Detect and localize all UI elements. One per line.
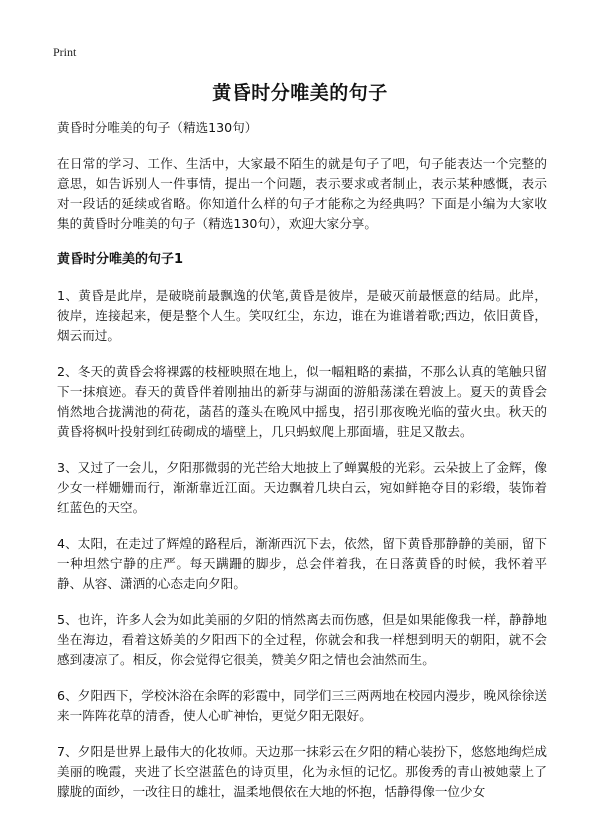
paragraph-5: 5、也许，许多人会为如此美丽的夕阳的悄然离去而伤感，但是如果能像我一样，静静地坐在海边，看着这娇美的夕阳西下的全过程，你就会和我一样想到明天的朝阳，就不会感到凄凉了。相反，你会觉得它很美，赞美夕阳之情也会油然而生。: [57, 612, 547, 667]
intro-paragraph: 在日常的学习、工作、生活中，大家最不陌生的就是句子了吧，句子能表达一个完整的意思，如告诉别人一件事情，提出一个问题，表示要求或者制止，表示某种感慨，表示对一段话的延续或省略。你知道什么样的句子才能称之为经典吗？下面是小编为大家收集的黄昏时分唯美的句子（精选130句），欢迎大家分享。: [57, 156, 547, 231]
article-body: [57, 118, 547, 818]
paragraph-3: 3、又过了一会儿，夕阳那微弱的光芒给大地披上了蝉翼般的光彩。云朵披上了金辉，像少女一样姗姗而行，渐渐靠近江面。天边飘着几块白云，宛如鲜艳夺目的彩缎，装饰着红蓝色的天空。: [57, 460, 547, 515]
paragraph-6: 6、夕阳西下，学校沐浴在余晖的彩霞中，同学们三三两两地在校园内漫步，晚风徐徐送来一阵阵花草的清香，使人心旷神怡，更觉夕阳无限好。: [57, 688, 547, 723]
section-heading: 黄昏时分唯美的句子1: [57, 252, 184, 267]
paragraph-2: 2、冬天的黄昏会将裸露的枝桠映照在地上，似一幅粗略的素描，不那么认真的笔触只留下一抹痕迹。春天的黄昏伴着刚抽出的新芽与湖面的游船荡漾在碧波上。夏天的黄昏会悄然地合拢满池的荷花，菡萏的蓬头在晚风中摇曳，招引那夜晚光临的萤火虫。秋天的黄昏将枫叶投射到红砖砌成的墙壁上，几只蚂蚁爬上那面墙，驻足又散去。: [57, 364, 547, 439]
page-title: 黄昏时分唯美的句子: [212, 82, 388, 104]
paragraph-1: 1、黄昏是此岸，是破晓前最飘逸的伏笔,黄昏是彼岸，是破灭前最惬意的结局。此岸，彼岸，连接起来，便是整个人生。笑叹红尘，东边，谁在为谁谱着歌;西边，依旧黄昏，烟云而过。: [57, 288, 547, 343]
print-link[interactable]: Print: [53, 45, 77, 59]
paragraph-7: 7、夕阳是世界上最伟大的化妆师。天边那一抹彩云在夕阳的精心装扮下，悠悠地绚烂成美丽的晚霞，夹进了长空湛蓝色的诗页里，化为永恒的记忆。那俊秀的青山被她蒙上了朦胧的面纱，一改往日的雄壮，温柔地偎依在大地的怀抱，恬静得像一位少女: [57, 744, 547, 799]
paragraph-4: 4、太阳，在走过了辉煌的路程后，渐渐西沉下去，依然，留下黄昏那静静的美丽，留下一种坦然宁静的庄严。每天蹒跚的脚步，总会伴着我，在日落黄昏的时候，我怀着平静、从容、潇洒的心态走向夕阳。: [57, 536, 547, 591]
article-subtitle: 黄昏时分唯美的句子（精选130句）: [57, 120, 258, 135]
